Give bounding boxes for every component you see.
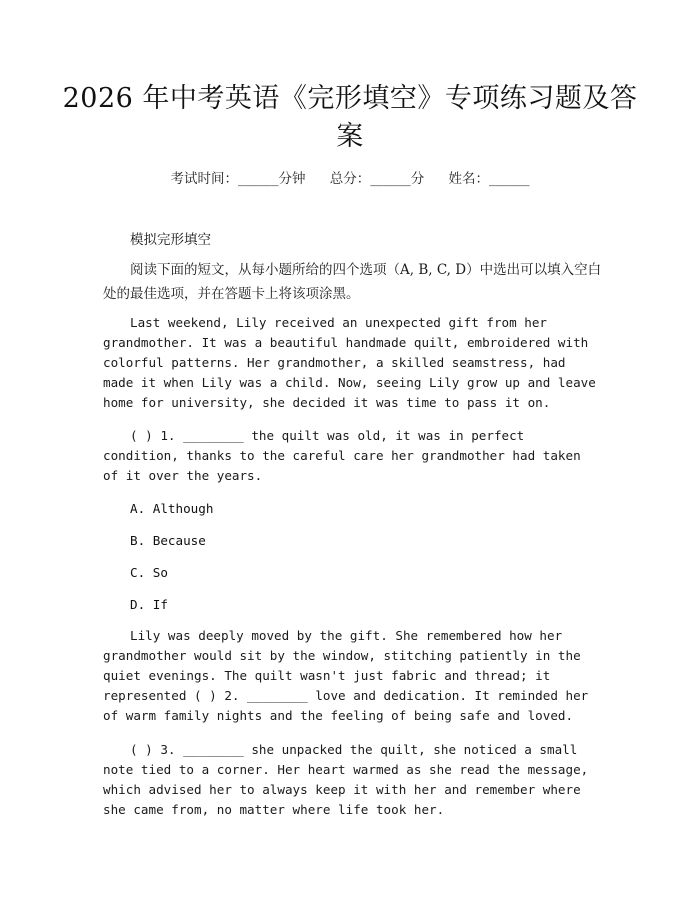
option-b: B. Because	[130, 533, 206, 548]
section-label: 模拟完形填空	[130, 232, 211, 248]
exam-score: 总分：______分	[329, 171, 425, 187]
option-c: C. So	[130, 565, 168, 580]
exam-time: 考试时间：______分钟	[170, 171, 306, 187]
document-title: 2026 年中考英语《完形填空》专项练习题及答案	[62, 83, 638, 152]
exam-meta	[0, 167, 700, 187]
passage-paragraph-1: Last weekend, Lily received an unexpected gift from her grandmother. It was a beautiful handmade quilt, embroidered with colorful patterns. Her grandmother, a skilled seamstress, had made it when Lily was a child. Now, seeing Lily grow up and leave home for university, she decided it was time to pass it on.	[103, 315, 596, 410]
question-1: ( ) 1. ________ the quilt was old, it was in perfect condition, thanks to the careful care her grandmother had taken of it over the years.	[103, 428, 581, 483]
passage-paragraph-2: Lily was deeply moved by the gift. She remembered how her grandmother would sit by the window, stitching patiently in the quiet evenings. The quilt wasn't just fabric and thread; it represented ( ) 2. ________ love and dedication. It reminded her of warm family nights and the feeling of being safe and loved.	[103, 628, 589, 723]
option-a: A. Although	[130, 501, 214, 516]
instructions: 阅读下面的短文，从每小题所给的四个选项（A, B, C, D）中选出可以填入空白处的最佳选项，并在答题卡上将该项涂黑。	[103, 262, 602, 302]
passage-paragraph-3: ( ) 3. ________ she unpacked the quilt, she noticed a small note tied to a corner. Her heart warmed as she read the message, which advised her to always keep it with her and remember where she came from, no matter where life took her.	[103, 742, 589, 817]
student-name: 姓名：______	[448, 171, 530, 187]
option-d: D. If	[130, 597, 168, 612]
